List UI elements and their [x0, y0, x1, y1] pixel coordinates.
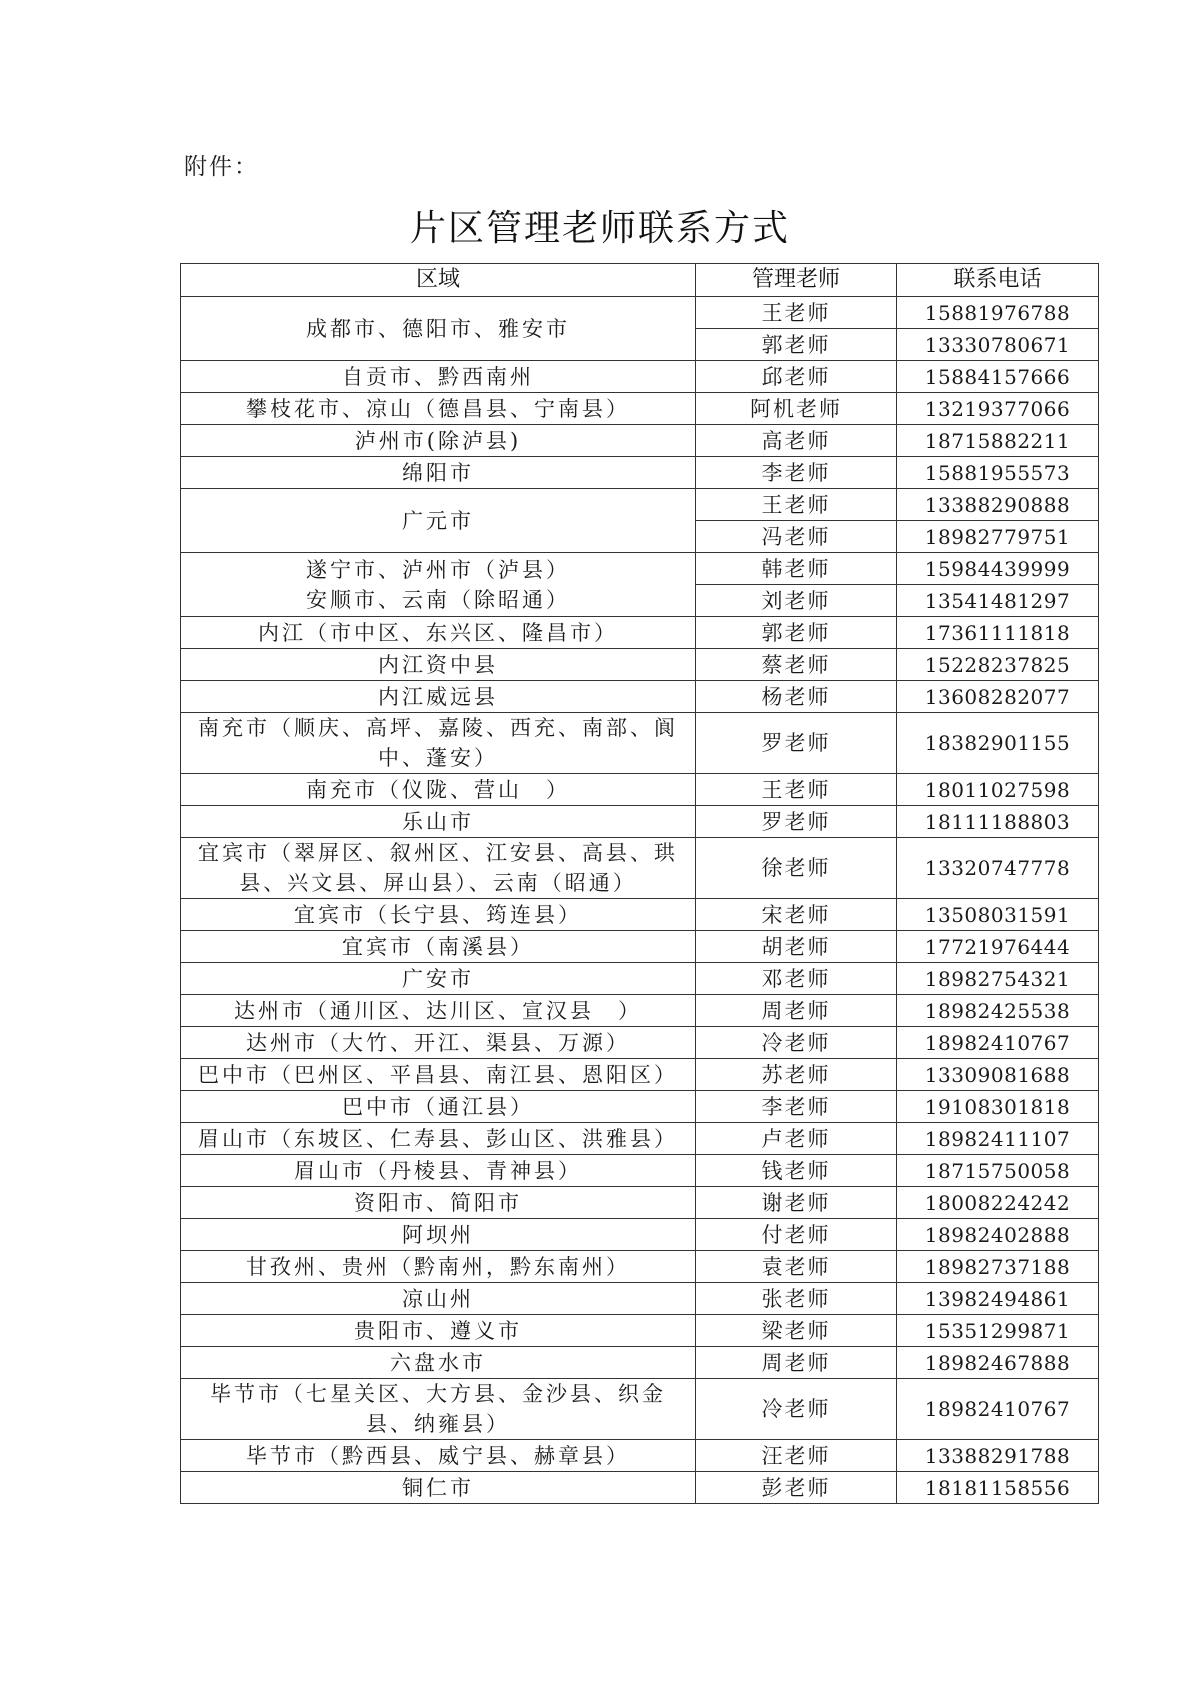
teacher-cell: 苏老师: [696, 1059, 897, 1091]
phone-cell: 19108301818: [897, 1091, 1099, 1123]
region-cell: 巴中市（通江县）: [181, 1091, 696, 1123]
table-row: [181, 1283, 1099, 1315]
phone-cell: 17361111818: [897, 617, 1099, 649]
attachment-label: 附件：: [184, 154, 259, 180]
teacher-cell: 王老师: [696, 774, 897, 806]
phone-cell: 18011027598: [897, 774, 1099, 806]
table-row: [181, 489, 1099, 521]
phone-cell: 18982411107: [897, 1123, 1099, 1155]
table-row: [181, 774, 1099, 806]
table-row: [181, 995, 1099, 1027]
phone-cell: 18982737188: [897, 1251, 1099, 1283]
header-teacher: 管理老师: [696, 264, 897, 297]
teacher-cell: 袁老师: [696, 1251, 897, 1283]
phone-cell: 18008224242: [897, 1187, 1099, 1219]
phone-cell: 13219377066: [897, 393, 1099, 425]
table-row: [181, 713, 1099, 774]
table-row: [181, 931, 1099, 963]
table-row: [181, 1059, 1099, 1091]
region-cell: 泸州市(除泸县): [181, 425, 696, 457]
teacher-cell: 王老师: [696, 297, 897, 329]
region-cell: 六盘水市: [181, 1347, 696, 1379]
region-cell: 铜仁市: [181, 1472, 696, 1504]
phone-cell: 18982410767: [897, 1379, 1099, 1440]
teacher-cell: 郭老师: [696, 329, 897, 361]
table-row: [181, 617, 1099, 649]
table-row: [181, 899, 1099, 931]
phone-cell: 18382901155: [897, 713, 1099, 774]
phone-cell: 13309081688: [897, 1059, 1099, 1091]
phone-cell: 18982410767: [897, 1027, 1099, 1059]
table-row: [181, 681, 1099, 713]
phone-cell: 18715750058: [897, 1155, 1099, 1187]
teacher-cell: 李老师: [696, 1091, 897, 1123]
table-row: [181, 361, 1099, 393]
teacher-cell: 阿机老师: [696, 393, 897, 425]
teacher-cell: 杨老师: [696, 681, 897, 713]
teacher-cell: 韩老师: [696, 553, 897, 585]
table-row: [181, 1219, 1099, 1251]
phone-cell: 18111188803: [897, 806, 1099, 838]
phone-cell: 17721976444: [897, 931, 1099, 963]
phone-cell: 13608282077: [897, 681, 1099, 713]
phone-cell: 13388290888: [897, 489, 1099, 521]
teacher-cell: 张老师: [696, 1283, 897, 1315]
teacher-cell: 卢老师: [696, 1123, 897, 1155]
teacher-cell: 冯老师: [696, 521, 897, 553]
phone-cell: 18982754321: [897, 963, 1099, 995]
table-row: [181, 297, 1099, 329]
teacher-cell: 梁老师: [696, 1315, 897, 1347]
phone-cell: 15351299871: [897, 1315, 1099, 1347]
table-row: [181, 1440, 1099, 1472]
teacher-cell: 胡老师: [696, 931, 897, 963]
region-cell: 遂宁市、泸州市（泸县） 安顺市、云南（除昭通）: [181, 553, 696, 617]
table-body: [181, 297, 1099, 1504]
teacher-cell: 邱老师: [696, 361, 897, 393]
teacher-cell: 罗老师: [696, 713, 897, 774]
region-cell: 攀枝花市、凉山（德昌县、宁南县）: [181, 393, 696, 425]
region-cell: 凉山州: [181, 1283, 696, 1315]
table-row: [181, 1347, 1099, 1379]
table-row: [181, 1379, 1099, 1440]
teacher-cell: 郭老师: [696, 617, 897, 649]
region-cell: 毕节市（黔西县、威宁县、赫章县）: [181, 1440, 696, 1472]
table-row: [181, 649, 1099, 681]
table-row: [181, 1155, 1099, 1187]
region-cell: 甘孜州、贵州（黔南州，黔东南州）: [181, 1251, 696, 1283]
region-cell: 自贡市、黔西南州: [181, 361, 696, 393]
phone-cell: 18982425538: [897, 995, 1099, 1027]
teacher-cell: 冷老师: [696, 1379, 897, 1440]
header-region: 区域: [181, 264, 696, 297]
region-cell: 广元市: [181, 489, 696, 553]
table-row: [181, 457, 1099, 489]
teacher-cell: 周老师: [696, 995, 897, 1027]
phone-cell: 18982467888: [897, 1347, 1099, 1379]
table-row: [181, 1123, 1099, 1155]
teacher-cell: 李老师: [696, 457, 897, 489]
table-row: [181, 1187, 1099, 1219]
region-cell: 成都市、德阳市、雅安市: [181, 297, 696, 361]
phone-cell: 18982402888: [897, 1219, 1099, 1251]
teacher-cell: 付老师: [696, 1219, 897, 1251]
teacher-cell: 王老师: [696, 489, 897, 521]
region-cell: 乐山市: [181, 806, 696, 838]
table-row: [181, 1091, 1099, 1123]
region-cell: 达州市（通川区、达川区、宣汉县 ）: [181, 995, 696, 1027]
phone-cell: 15881976788: [897, 297, 1099, 329]
teacher-cell: 邓老师: [696, 963, 897, 995]
table-row: [181, 963, 1099, 995]
region-cell: 宜宾市（长宁县、筠连县）: [181, 899, 696, 931]
region-cell: 绵阳市: [181, 457, 696, 489]
phone-cell: 18715882211: [897, 425, 1099, 457]
region-cell: 巴中市（巴州区、平昌县、南江县、恩阳区）: [181, 1059, 696, 1091]
region-cell: 南充市（顺庆、高坪、嘉陵、西充、南部、阆中、蓬安）: [181, 713, 696, 774]
teacher-cell: 冷老师: [696, 1027, 897, 1059]
phone-cell: 13330780671: [897, 329, 1099, 361]
region-cell: 阿坝州: [181, 1219, 696, 1251]
region-cell: 宜宾市（南溪县）: [181, 931, 696, 963]
teacher-cell: 彭老师: [696, 1472, 897, 1504]
region-cell: 南充市（仪陇、营山 ）: [181, 774, 696, 806]
region-cell: 内江（市中区、东兴区、隆昌市）: [181, 617, 696, 649]
phone-cell: 18181158556: [897, 1472, 1099, 1504]
region-cell: 内江威远县: [181, 681, 696, 713]
teacher-cell: 周老师: [696, 1347, 897, 1379]
table-header: [181, 264, 1099, 297]
teacher-cell: 刘老师: [696, 585, 897, 617]
teacher-cell: 汪老师: [696, 1440, 897, 1472]
phone-cell: 13508031591: [897, 899, 1099, 931]
header-phone: 联系电话: [897, 264, 1099, 297]
table-row: [181, 806, 1099, 838]
teacher-cell: 谢老师: [696, 1187, 897, 1219]
table-row: [181, 1251, 1099, 1283]
region-cell: 资阳市、简阳市: [181, 1187, 696, 1219]
phone-cell: 15884157666: [897, 361, 1099, 393]
header-row: [181, 264, 1099, 297]
region-cell: 毕节市（七星关区、大方县、金沙县、织金县、纳雍县）: [181, 1379, 696, 1440]
teacher-cell: 宋老师: [696, 899, 897, 931]
table-row: [181, 553, 1099, 585]
table-row: [181, 1027, 1099, 1059]
contacts-table: [180, 263, 1099, 1504]
phone-cell: 13320747778: [897, 838, 1099, 899]
teacher-cell: 罗老师: [696, 806, 897, 838]
teacher-cell: 徐老师: [696, 838, 897, 899]
region-cell: 眉山市（丹棱县、青神县）: [181, 1155, 696, 1187]
region-cell: 宜宾市（翠屏区、叙州区、江安县、高县、珙县、兴文县、屏山县）、云南（昭通）: [181, 838, 696, 899]
phone-cell: 13388291788: [897, 1440, 1099, 1472]
region-cell: 达州市（大竹、开江、渠县、万源）: [181, 1027, 696, 1059]
phone-cell: 13541481297: [897, 585, 1099, 617]
phone-cell: 15228237825: [897, 649, 1099, 681]
region-cell: 眉山市（东坡区、仁寿县、彭山区、洪雅县）: [181, 1123, 696, 1155]
teacher-cell: 蔡老师: [696, 649, 897, 681]
phone-cell: 13982494861: [897, 1283, 1099, 1315]
phone-cell: 18982779751: [897, 521, 1099, 553]
teacher-cell: 高老师: [696, 425, 897, 457]
teacher-cell: 钱老师: [696, 1155, 897, 1187]
table-row: [181, 1472, 1099, 1504]
phone-cell: 15984439999: [897, 553, 1099, 585]
table-row: [181, 393, 1099, 425]
page-title: 片区管理老师联系方式: [409, 208, 790, 249]
phone-cell: 15881955573: [897, 457, 1099, 489]
region-cell: 贵阳市、遵义市: [181, 1315, 696, 1347]
region-cell: 广安市: [181, 963, 696, 995]
table-row: [181, 425, 1099, 457]
region-cell: 内江资中县: [181, 649, 696, 681]
table-row: [181, 838, 1099, 899]
table-row: [181, 1315, 1099, 1347]
